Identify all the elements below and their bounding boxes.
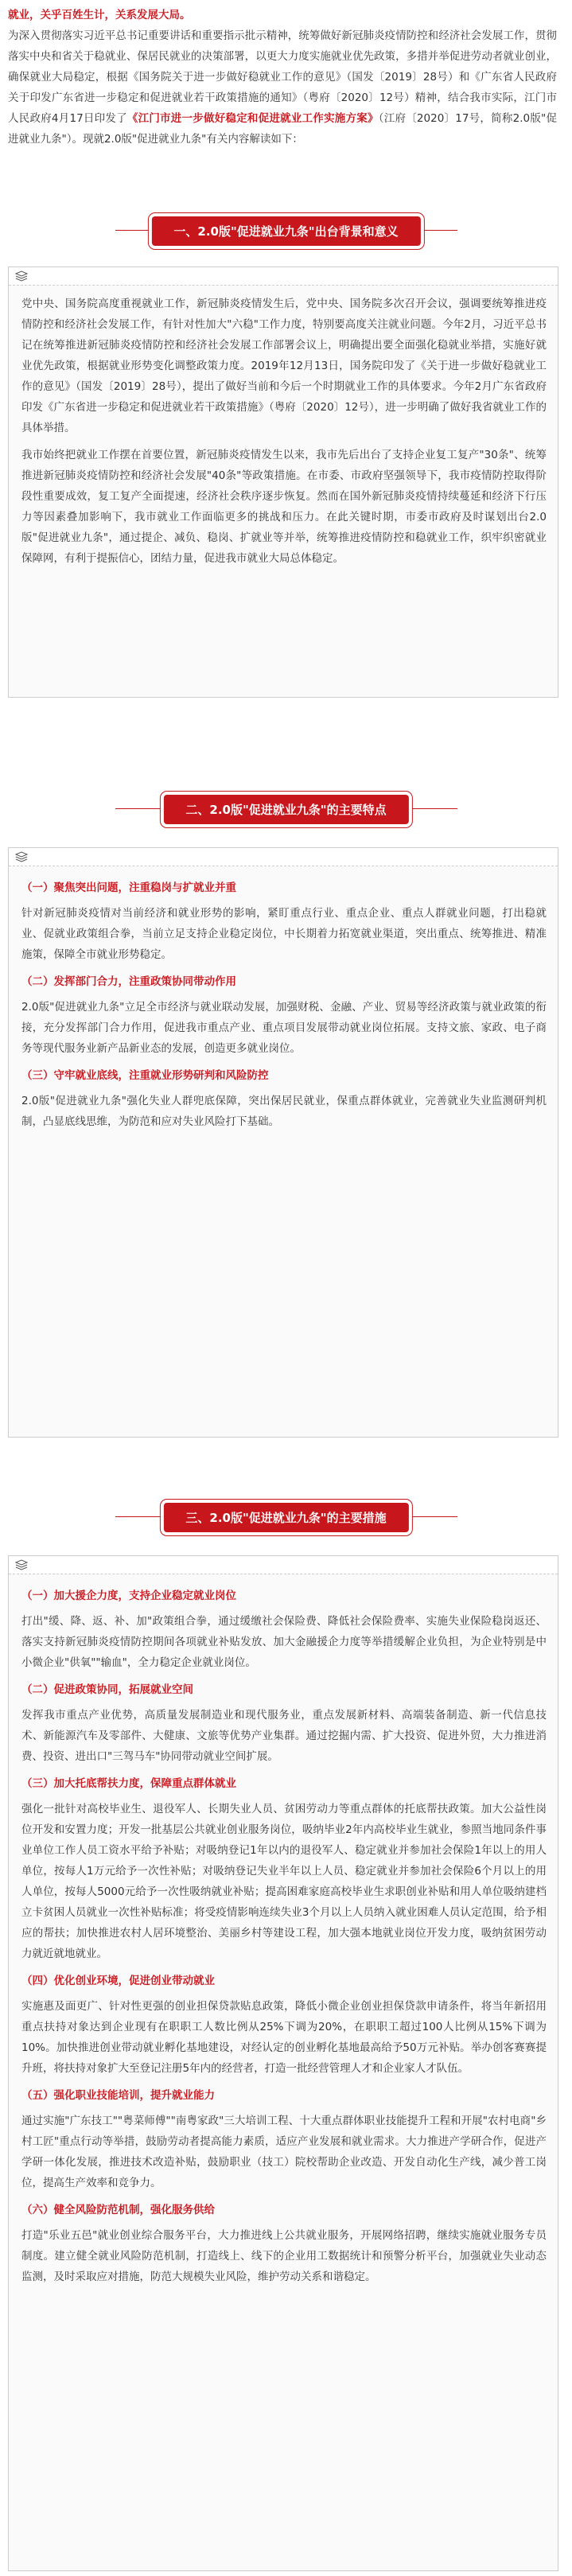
card-body [9,286,558,585]
intro-headline: 就业，关乎百姓生计，关系发展大局。 [8,9,191,21]
subheading: （三）加大托底帮扶力度，保障重点群体就业 [21,1777,236,1790]
intro-red-title: 《江门市进一步做好稳定和促进就业工作实施方案》 [126,112,379,125]
subheading: （四）优化创业环境，促进创业带动就业 [21,1975,215,1987]
subheading: （六）健全风险防范机制，强化服务供给 [21,2204,215,2216]
section-3-banner [0,1492,572,1543]
card-toolbar [9,267,558,286]
sub-paragraph: 打出"缓、降、返、补、加"政策组合拳，通过缓缴社会保险费、降低社会保险费率、实施失业保险稳岗返还、落实支持新冠肺炎疫情防控期间各项就业补贴发放、加大金融援企力度等举措缓解企业负担，为企业特别是中小微企业"供氧""输血"，全力稳定企业就业岗位。 [21,1615,547,1669]
intro-text-b: （江府〔2020〕17号，简称2.0版"促进就业九条"）。现就2.0版"促进就业九条"有关内容解读如下： [8,112,557,146]
section-2-banner [0,784,572,835]
layers-icon [15,270,28,282]
card-body [9,866,558,1148]
card-body [9,1574,558,2303]
section-1-paragraph: 我市始终把就业工作摆在首要位置，新冠肺炎疫情发生以来，我市先后出台了支持企业复工复产"30条"、统筹推进新冠肺炎疫情防控和经济社会发展"40条"等政策措施。在市委、市政府坚强领导下，我市疫情防控取得阶段性重要成效，复工复产全面提速，经济社会秩序逐步恢复。然而在国外新冠肺炎疫情持续蔓延和经济下行压力等因素叠加影响下，我市就业工作面临更多的挑战和压力。在此关键时期，市委市政府及时谋划出台2.0版"促进就业九条"，通过提企、减负、稳岗、扩就业等并举，统筹推进疫情防控和稳就业工作，织牢织密就业保障网，有利于提振信心，团结力量，促进我市就业大局总体稳定。 [21,449,547,565]
section-1-banner [0,205,572,256]
sub-paragraph: 打造"乐业五邑"就业创业综合服务平台，大力推进线上公共就业服务，开展网络招聘，继续实施就业服务专员制度。建立健全就业风险防范机制，打造线上、线下的企业用工数据统计和预警分析平台，加强就业失业动态监测，及时采取应对措施，防范大规模失业风险，维护劳动关系和谐稳定。 [21,2229,547,2283]
sub-paragraph: 2.0版"促进就业九条"强化失业人群兜底保障，突出保居民就业，保重点群体就业，完善就业失业监测研判机制，凸显底线思维，为防范和应对失业风险打下基础。 [21,1095,547,1128]
subheading: （二）发挥部门合力，注重政策协同带动作用 [21,975,236,988]
sub-paragraph: 2.0版"促进就业九条"立足全市经济与就业联动发展，加强财税、金融、产业、贸易等经济政策与就业政策的衔接，充分发挥部门合力作用，促进我市重点产业、重点项目发展带动就业岗位拓展。支持文旅、家政、电子商务等现代服务业新产品新业态的发展，创造更多就业岗位。 [21,1001,547,1055]
section-2-card [8,847,558,1438]
sub-paragraph: 针对新冠肺炎疫情对当前经济和就业形势的影响，紧盯重点行业、重点企业、重点人群就业问题，打出稳就业、促就业政策组合拳，当前立足支持企业稳定岗位，中长期着力拓宽就业渠道，突出重点、统筹推进、精准施策，保障全市就业形势稳定。 [21,907,547,961]
card-toolbar [9,848,558,866]
subheading: （一）聚焦突出问题，注重稳岗与扩就业并重 [21,881,236,894]
layers-icon [15,851,28,862]
section-1-paragraph: 党中央、国务院高度重视就业工作，新冠肺炎疫情发生后，党中央、国务院多次召开会议，强调要统筹推进疫情防控和经济社会发展工作，有针对性加大"六稳"工作力度，特别要高度关注就业问题。今年2月，习近平总书记在统筹推进新冠肺炎疫情防控和经济社会发展工作部署会议上，明确提出要全面强化稳就业举措，实施好就业优先政策，根据就业形势变化调整政策力度。2019年12月13日，国务院印发了《关于进一步做好稳就业工作的意见》（国发〔2019〕28号），提出了做好当前和今后一个时期就业工作的具体要求。今年2月广东省政府印发《广东省进一步稳定和促进就业若干政策措施》（粤府〔2020〕12号），进一步明确了做好我省就业工作的具体举措。 [21,298,547,434]
sub-paragraph: 强化一批针对高校毕业生、退役军人、长期失业人员、贫困劳动力等重点群体的托底帮扶政策。加大公益性岗位开发和安置力度；开发一批基层公共就业创业服务岗位，吸纳毕业2年内高校毕业生就业，参照当地同条件事业单位工作人员工资水平给予补贴；对吸纳登记1年以内的退役军人、稳定就业并参加社会保险1年以上的用人单位，按每人1万元给予一次性补贴；对吸纳登记失业半年以上人员、稳定就业并参加社会保险6个月以上的用人单位，按每人5000元给予一次性吸纳就业补贴；提高困难家庭高校毕业生求职创业补贴和用人单位吸纳建档立卡贫困人员就业一次性补贴标准；将受疫情影响连续失业3个月以上人员纳入就业困难人员认定范围，给予相应的帮扶；加快推进农村人居环境整治、美丽乡村等建设工程，加大强本地就业岗位开发力度，吸纳贫困劳动力就近就地就业。 [21,1803,547,1960]
sub-paragraph: 发挥我市重点产业优势，高质量发展制造业和现代服务业，重点发展新材料、高端装备制造、新一代信息技术、新能源汽车及零部件、大健康、文旅等优势产业集群。通过挖掘内需、扩大投资、促进外贸，大力推进消费、投资、进出口"三驾马车"协同带动就业空间扩展。 [21,1709,547,1763]
layers-icon [15,1559,28,1570]
subheading: （二）促进政策协同，拓展就业空间 [21,1683,193,1696]
section-2-title: 二、2.0版"促进就业九条"的主要特点 [163,795,408,824]
subheading: （三）守牢就业底线，注重就业形势研判和风险防控 [21,1069,269,1082]
section-1-card [8,267,558,698]
sub-paragraph: 实施惠及面更广、针对性更强的创业担保贷款贴息政策，降低小微企业创业担保贷款申请条件，将当年新招用重点扶持对象达到企业现有在职职工人数比例从25%下调为20%，在职职工超过100人比例从15%下调为10%。加快推进创业带动就业孵化基地建设，对经认定的创业孵化基地最高给予50万元补贴。举办创客赛赛提升班，将扶持对象扩大至登记注册5年内的经营者，打造一批经营管理人才和企业家人才队伍。 [21,2000,547,2075]
section-1-title: 一、2.0版"促进就业九条"出台背景和意义 [151,216,420,246]
card-toolbar [9,1556,558,1574]
intro-text-a: 为深入贯彻落实习近平总书记重要讲话和重要指示批示精神，统筹做好新冠肺炎疫情防控和经济社会发展工作，贯彻落实中央和省关于稳就业、保居民就业的决策部署，以更大力度实施就业优先政策，多措并举促进劳动者就业创业，确保就业大局稳定，根据《国务院关于进一步做好稳就业工作的意见》（国发〔2019〕28号）和《广东省人民政府关于印发广东省进一步稳定和促进就业若干政策措施的通知》（粤府〔2020〕12号）精神，结合我市实际，江门市人民政府4月17日印发了 [8,29,557,125]
intro-paragraph [8,5,557,150]
section-3-card [8,1555,558,2571]
section-3-title: 三、2.0版"促进就业九条"的主要措施 [163,1503,408,1532]
sub-paragraph: 通过实施"广东技工""粤菜师傅""南粤家政"三大培训工程、十大重点群体职业技能提升工程和开展"农村电商"乡村工匠"重点行动等举措，鼓励劳动者提高能力素质，适应产业发展和就业需求。大力推进产学研合作，促进产学研一体化发展，推进技术改造补贴，鼓励职业（技工）院校帮助企业改造、开发自动化生产线，减少普工岗位，提高生产效率和竞争力。 [21,2115,547,2189]
subheading: （五）强化职业技能培训，提升就业能力 [21,2089,215,2102]
subheading: （一）加大援企力度，支持企业稳定就业岗位 [21,1590,236,1602]
